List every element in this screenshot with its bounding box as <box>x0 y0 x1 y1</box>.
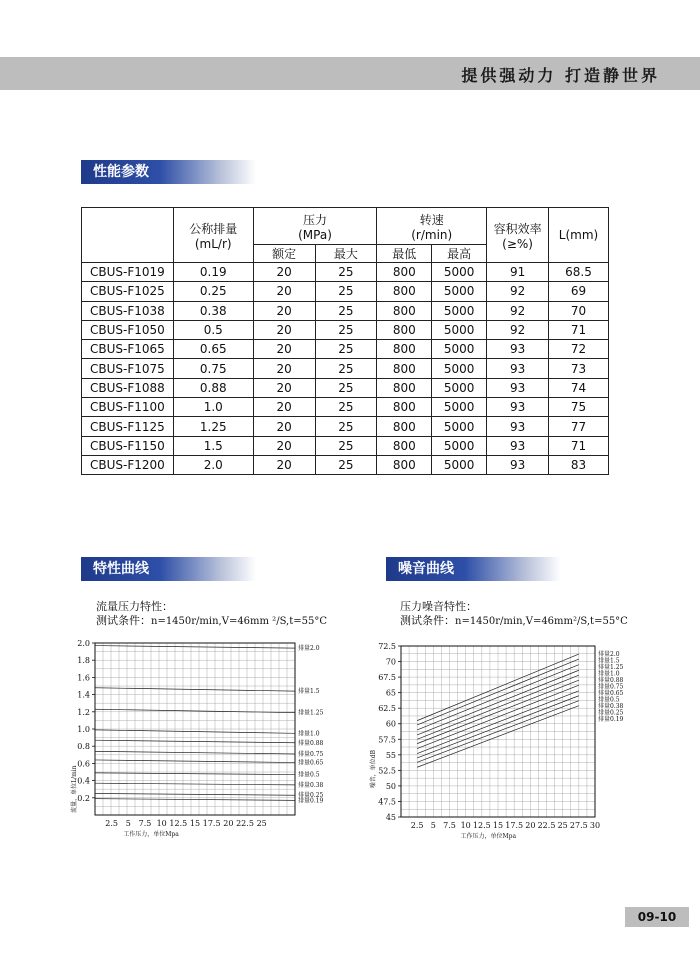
series-line <box>95 760 295 763</box>
series-label: 排量0.88 <box>598 677 624 685</box>
section-title-performance: 性能参数 <box>81 160 256 184</box>
x-tick-label: 15 <box>189 819 201 828</box>
table-cell: 20 <box>253 378 315 397</box>
y-tick-label: 2.0 <box>77 639 90 648</box>
table-cell: 93 <box>487 436 549 455</box>
series-line <box>95 794 295 796</box>
x-tick-label: 7.5 <box>443 821 456 830</box>
x-tick-label: 10 <box>460 821 471 830</box>
y-tick-label: 1.6 <box>77 673 90 683</box>
table-cell: 5000 <box>432 417 487 436</box>
table-cell: 25 <box>315 417 377 436</box>
series-label: 排量0.65 <box>598 690 624 698</box>
series-label: 排量0.88 <box>298 739 324 747</box>
series-label: 排量0.5 <box>298 771 320 779</box>
table-cell: 25 <box>315 359 377 378</box>
table-cell: 91 <box>487 263 549 282</box>
y-axis-label: 噪音，单位dB <box>370 749 377 789</box>
header-length: L(mm) <box>549 208 609 263</box>
series-label: 排量0.19 <box>598 716 624 724</box>
y-tick-label: 1.2 <box>77 707 90 717</box>
x-tick-label: 20 <box>223 819 234 828</box>
x-axis-label: 工作压力，单位Mpa <box>123 831 179 838</box>
header-model <box>82 208 174 263</box>
series-label: 排量1.25 <box>598 664 624 672</box>
header-rated: 额定 <box>253 245 315 263</box>
table-cell: 5000 <box>432 436 487 455</box>
model-cell: CBUS-F1075 <box>82 359 174 378</box>
table-cell: 800 <box>377 359 432 378</box>
series-line <box>95 751 295 754</box>
table-cell: 92 <box>487 301 549 320</box>
table-row <box>82 436 609 455</box>
header-max: 最大 <box>315 245 377 263</box>
table-cell: 77 <box>549 417 609 436</box>
table-cell: 800 <box>377 263 432 282</box>
table-cell: 75 <box>549 398 609 417</box>
flow-chart-caption <box>96 600 327 629</box>
x-tick-label: 12.5 <box>472 821 491 830</box>
table-cell: 20 <box>253 282 315 301</box>
y-axis-label: 流量，单位L/min <box>71 765 78 813</box>
y-tick-label: 72.5 <box>378 642 396 651</box>
table-cell: 5000 <box>432 320 487 339</box>
table-cell: 93 <box>487 398 549 417</box>
table-cell: 20 <box>253 320 315 339</box>
table-cell: 800 <box>377 282 432 301</box>
model-cell: CBUS-F1150 <box>82 436 174 455</box>
y-tick-label: 70 <box>385 657 396 667</box>
table-cell: 5000 <box>432 455 487 474</box>
noise-chart-caption <box>400 600 628 629</box>
table-row <box>82 282 609 301</box>
table-cell: 83 <box>549 455 609 474</box>
header-min-speed: 最低 <box>377 245 432 263</box>
y-tick-label: 0.2 <box>77 793 90 803</box>
series-label: 排量0.38 <box>598 703 624 711</box>
table-cell: 25 <box>315 301 377 320</box>
series-label: 排量0.19 <box>298 797 324 805</box>
model-cell: CBUS-F1019 <box>82 263 174 282</box>
table-row <box>82 455 609 474</box>
table-cell: 73 <box>549 359 609 378</box>
series-label: 排量0.25 <box>598 709 624 717</box>
table-cell: 800 <box>377 340 432 359</box>
y-tick-label: 50 <box>385 781 396 791</box>
x-tick-label: 12.5 <box>169 819 188 828</box>
table-cell: 68.5 <box>549 263 609 282</box>
noise-chart-condition: 测试条件：n=1450r/min,V=46mm²/S,t=55°C <box>400 614 628 627</box>
table-cell: 800 <box>377 417 432 436</box>
y-tick-label: 1.4 <box>77 690 90 700</box>
y-tick-label: 45 <box>385 813 396 822</box>
x-tick-label: 15 <box>492 821 504 830</box>
table-cell: 20 <box>253 301 315 320</box>
section-title-noise: 噪音曲线 <box>386 557 561 581</box>
table-cell: 0.88 <box>173 378 253 397</box>
table-cell: 25 <box>315 398 377 417</box>
x-tick-label: 10 <box>156 819 167 828</box>
table-row <box>82 320 609 339</box>
table-cell: 71 <box>549 436 609 455</box>
table-cell: 93 <box>487 378 549 397</box>
x-tick-label: 2.5 <box>105 819 119 828</box>
table-cell: 0.65 <box>173 340 253 359</box>
table-row <box>82 301 609 320</box>
header-speed: 转速 (r/min) <box>377 208 487 245</box>
series-label: 排量2.0 <box>298 645 320 653</box>
table-cell: 0.38 <box>173 301 253 320</box>
y-tick-label: 60 <box>385 719 396 729</box>
y-tick-label: 62.5 <box>378 704 396 714</box>
pressure-noise-chart <box>363 636 653 848</box>
series-line <box>95 783 295 785</box>
table-cell: 20 <box>253 455 315 474</box>
spec-table <box>81 207 609 475</box>
series-line <box>95 709 295 712</box>
y-tick-label: 52.5 <box>378 766 396 776</box>
model-cell: CBUS-F1050 <box>82 320 174 339</box>
y-tick-label: 47.5 <box>378 797 396 807</box>
series-label: 排量0.5 <box>598 696 620 704</box>
table-cell: 93 <box>487 340 549 359</box>
table-cell: 72 <box>549 340 609 359</box>
table-cell: 20 <box>253 417 315 436</box>
table-row <box>82 417 609 436</box>
table-cell: 20 <box>253 263 315 282</box>
table-cell: 1.0 <box>173 398 253 417</box>
y-tick-label: 0.4 <box>77 776 90 786</box>
table-cell: 25 <box>315 263 377 282</box>
series-label: 排量1.0 <box>598 670 620 678</box>
table-cell: 20 <box>253 359 315 378</box>
y-tick-label: 55 <box>385 750 396 760</box>
noise-chart-title: 压力噪音特性： <box>400 600 477 613</box>
header-efficiency: 容积效率 (≥%) <box>487 208 549 263</box>
table-cell: 92 <box>487 282 549 301</box>
table-cell: 25 <box>315 340 377 359</box>
series-line <box>95 688 295 691</box>
model-cell: CBUS-F1125 <box>82 417 174 436</box>
table-cell: 800 <box>377 320 432 339</box>
table-cell: 5000 <box>432 378 487 397</box>
flow-chart-condition: 测试条件：n=1450r/min,V=46mm ²/S,t=55°C <box>96 614 328 627</box>
table-cell: 25 <box>315 436 377 455</box>
table-cell: 25 <box>315 378 377 397</box>
model-cell: CBUS-F1200 <box>82 455 174 474</box>
series-label: 排量0.75 <box>298 750 324 758</box>
x-axis-label: 工作压力，单位Mpa <box>460 833 517 840</box>
x-tick-label: 25 <box>557 821 568 830</box>
x-tick-label: 30 <box>589 821 601 830</box>
series-label: 排量1.25 <box>298 709 324 717</box>
flow-chart-title: 流量压力特性： <box>96 600 173 613</box>
table-cell: 5000 <box>432 263 487 282</box>
header-pressure: 压力 (MPa) <box>253 208 377 245</box>
table-cell: 20 <box>253 398 315 417</box>
table-cell: 800 <box>377 436 432 455</box>
table-cell: 93 <box>487 359 549 378</box>
model-cell: CBUS-F1038 <box>82 301 174 320</box>
header-max-speed: 最高 <box>432 245 487 263</box>
y-tick-label: 1.0 <box>77 725 90 734</box>
series-line <box>95 740 295 743</box>
series-line <box>95 773 295 775</box>
table-cell: 5000 <box>432 282 487 301</box>
header-banner <box>0 57 700 90</box>
table-cell: 25 <box>315 320 377 339</box>
x-tick-label: 5 <box>430 821 436 830</box>
table-cell: 5000 <box>432 301 487 320</box>
table-cell: 70 <box>549 301 609 320</box>
y-tick-label: 67.5 <box>378 673 396 683</box>
flow-pressure-chart <box>70 632 350 844</box>
table-cell: 93 <box>487 417 549 436</box>
header-displacement: 公称排量 (mL/r) <box>173 208 253 263</box>
table-row <box>82 340 609 359</box>
header-slogan: 提供强动力 打造静世界 <box>461 66 660 85</box>
table-row <box>82 263 609 282</box>
table-cell: 0.75 <box>173 359 253 378</box>
table-cell: 0.25 <box>173 282 253 301</box>
x-tick-label: 27.5 <box>569 821 588 830</box>
series-label: 排量0.75 <box>598 683 624 691</box>
table-row <box>82 398 609 417</box>
x-tick-label: 22.5 <box>236 819 254 828</box>
table-cell: 1.25 <box>173 417 253 436</box>
y-tick-label: 0.8 <box>77 742 90 752</box>
table-cell: 0.5 <box>173 320 253 339</box>
y-tick-label: 0.6 <box>77 759 90 769</box>
table-cell: 93 <box>487 455 549 474</box>
x-tick-label: 7.5 <box>138 819 152 828</box>
x-tick-label: 5 <box>125 819 131 828</box>
table-cell: 25 <box>315 455 377 474</box>
table-cell: 800 <box>377 455 432 474</box>
x-tick-label: 17.5 <box>505 821 524 830</box>
table-cell: 69 <box>549 282 609 301</box>
x-tick-label: 2.5 <box>410 821 424 830</box>
model-cell: CBUS-F1025 <box>82 282 174 301</box>
table-cell: 5000 <box>432 340 487 359</box>
spec-table-body <box>82 263 609 475</box>
series-line <box>95 646 295 649</box>
table-cell: 92 <box>487 320 549 339</box>
x-tick-label: 17.5 <box>202 819 221 828</box>
table-cell: 25 <box>315 282 377 301</box>
series-label: 排量0.65 <box>298 759 324 767</box>
model-cell: CBUS-F1088 <box>82 378 174 397</box>
table-cell: 1.5 <box>173 436 253 455</box>
table-cell: 0.19 <box>173 263 253 282</box>
table-cell: 2.0 <box>173 455 253 474</box>
model-cell: CBUS-F1065 <box>82 340 174 359</box>
table-row <box>82 378 609 397</box>
y-tick-label: 1.8 <box>77 656 90 666</box>
table-cell: 800 <box>377 301 432 320</box>
section-title-characteristic: 特性曲线 <box>81 557 256 581</box>
series-label: 排量0.38 <box>298 781 324 789</box>
series-label: 排量2.0 <box>598 651 620 659</box>
table-cell: 5000 <box>432 398 487 417</box>
series-line <box>95 799 295 801</box>
series-label: 排量1.0 <box>298 730 320 738</box>
x-tick-label: 20 <box>525 821 536 830</box>
series-label: 排量1.5 <box>298 688 320 696</box>
table-cell: 20 <box>253 436 315 455</box>
series-label: 排量0.25 <box>298 792 324 800</box>
table-cell: 20 <box>253 340 315 359</box>
table-cell: 5000 <box>432 359 487 378</box>
y-tick-label: 57.5 <box>378 735 396 745</box>
page-number: 09-10 <box>625 907 689 927</box>
table-cell: 74 <box>549 378 609 397</box>
series-line <box>95 730 295 733</box>
table-row <box>82 359 609 378</box>
table-cell: 800 <box>377 398 432 417</box>
table-cell: 800 <box>377 378 432 397</box>
series-label: 排量1.5 <box>598 657 620 665</box>
x-tick-label: 22.5 <box>537 821 556 830</box>
y-tick-label: 65 <box>385 688 396 698</box>
model-cell: CBUS-F1100 <box>82 398 174 417</box>
table-cell: 71 <box>549 320 609 339</box>
x-tick-label: 25 <box>256 819 267 828</box>
